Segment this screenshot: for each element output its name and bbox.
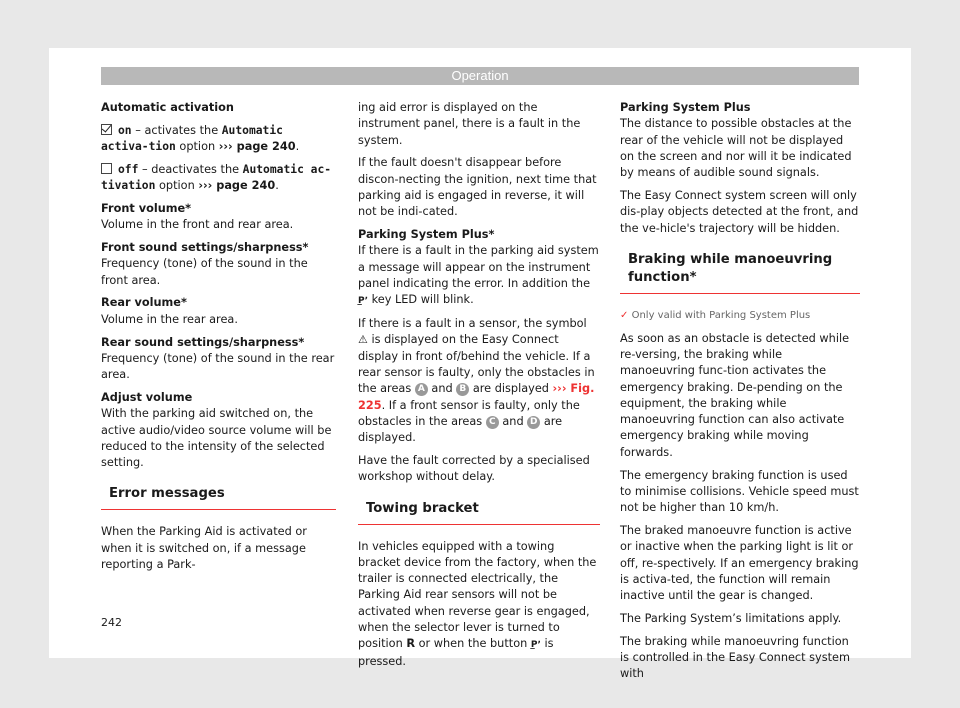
rear-sound-heading: Rear sound settings/sharpness* (101, 335, 305, 349)
area-label-a: A (415, 383, 428, 396)
column-2 (358, 100, 600, 676)
paragraph: The braking while manoeuvring function is controlled in the Easy Connect system with (620, 634, 851, 681)
text: is pressed. (358, 637, 554, 668)
rear-sound-text: Frequency (tone) of the sound in the rear area. (101, 351, 335, 382)
parking-key-icon: P̲ʼ (358, 296, 369, 307)
checkmark-icon: ✓ (620, 309, 629, 321)
fault-correction-text: Have the fault corrected by a specialised workshop without delay. (358, 453, 590, 484)
text: key LED will blink. (368, 293, 474, 307)
page-reference-link[interactable]: ››› page 240 (198, 179, 276, 193)
validity-text: Only valid with Parking System Plus (631, 309, 811, 321)
text: – activates the (131, 123, 222, 137)
rear-volume-heading: Rear volume* (101, 296, 187, 310)
text: option (175, 140, 219, 154)
text: are displayed (469, 382, 553, 396)
column-1 (101, 100, 336, 580)
automatic-activation-heading: Automatic activation (101, 101, 234, 114)
option-off: off – deactivates the Automatic ac-tivation option ››› page 240. (101, 162, 332, 193)
warning-icon: ⚠ (358, 333, 368, 347)
text: – deactivates the (138, 162, 243, 176)
area-label-b: B (456, 383, 469, 396)
text: In vehicles equipped with a towing bracket device from the factory, when the trailer is connected electrically, the Parking Aid rear sensors will not be activated when reverse gear is engaged, when the selector lever is turned to position (358, 539, 597, 651)
option-on: on – activates the Automatic activa-tion option ››› page 240. (101, 123, 300, 154)
paragraph: If the fault doesn't disappear before discon-necting the ignition, next time that parking aid is engaged in reverse, it will not be indi-cated. (358, 156, 597, 219)
text: and (498, 414, 528, 428)
paragraph: The Parking System’s limitations apply. (620, 611, 842, 625)
front-sound-heading: Front sound settings/sharpness* (101, 241, 309, 255)
paragraph: The braked manoeuvre function is active or inactive when the parking light is lit or off, re-spectively. If an emergency braking is activa-ted, the function will remain inactive until the gear is changed. (620, 523, 859, 603)
easy-connect-text: The Easy Connect system screen will only dis-play objects detected at the front, and the ve-hicle's trajectory will be hidden. (620, 188, 859, 235)
paragraph: ing aid error is displayed on the instrument panel, there is a fault in the system. (358, 101, 581, 147)
towing-text (358, 539, 600, 670)
parking-key-icon: P̲ʼ (530, 640, 541, 651)
paragraph: As soon as an obstacle is detected while re-versing, the braking while manoeuvring func-tion activates the emergency braking. De-pending on the equipment, the braking while manoeuvring function can also activate emergency braking while moving forwards. (620, 331, 850, 459)
page-number: 242 (101, 616, 122, 629)
text: If there is a fault in a sensor, the symbol (358, 317, 587, 331)
sensor-fault-text (358, 316, 600, 446)
parking-system-plus-text: The distance to possible obstacles at the rear of the vehicle will not be displayed on the screen and nor will it be indicated by means of audible sound signals. (620, 117, 852, 180)
towing-bracket-section-heading: Towing bracket (358, 500, 600, 525)
text: option (155, 179, 199, 193)
column-3 (620, 100, 860, 689)
area-label-c: C (486, 416, 499, 429)
parking-system-plus-heading: Parking System Plus (620, 101, 751, 114)
paragraph: The emergency braking function is used to minimise collisions. Vehicle speed must not be higher than 10 km/h. (620, 468, 859, 515)
checked-checkbox-icon (101, 124, 112, 135)
front-volume-text: Volume in the front and rear area. (101, 218, 294, 232)
option-name: Automatic activa-tion (101, 123, 283, 154)
error-messages-text: When the Parking Aid is activated or when it is switched on, if a message reporting a Park- (101, 525, 307, 572)
figure-reference-link[interactable]: ››› Fig. 225 (358, 382, 595, 412)
error-messages-section-heading: Error messages (101, 485, 336, 510)
area-label-d: D (527, 416, 540, 429)
on-keyword: on (118, 123, 132, 137)
option-name: Automatic ac-tivation (101, 162, 332, 193)
unchecked-checkbox-icon (101, 163, 112, 174)
off-keyword: off (118, 162, 139, 176)
text: If there is a fault in the parking aid system a message will appear on the instrument panel indicating the error. In addition the (358, 244, 599, 290)
adjust-volume-heading: Adjust volume (101, 390, 193, 404)
text: or when the button (415, 637, 531, 651)
rear-volume-text: Volume in the rear area. (101, 312, 238, 326)
text: . If a front sensor is faulty, only the obstacles in the areas (358, 398, 580, 428)
parking-system-plus-text (358, 243, 600, 309)
validity-note (620, 308, 860, 324)
front-sound-text: Frequency (tone) of the sound in the front area. (101, 257, 308, 287)
text: is displayed on the Easy Connect display in front of/behind the vehicle. If a rear sensor is faulty, only the obstacles in the areas (358, 333, 595, 396)
gear-r: R (406, 637, 416, 651)
page-reference-link[interactable]: ››› page 240 (218, 140, 296, 154)
text: are displayed. (358, 414, 563, 445)
braking-manoeuvring-section-heading: Braking while manoeuvring function* (620, 251, 860, 294)
adjust-volume-text: With the parking aid switched on, the active audio/video source volume will be reduced to the intensity of the selected setting. (101, 407, 332, 470)
parking-system-plus-heading: Parking System Plus* (358, 228, 495, 242)
front-volume-heading: Front volume* (101, 201, 192, 215)
text: and (427, 382, 457, 396)
page-title: Operation (101, 67, 859, 85)
